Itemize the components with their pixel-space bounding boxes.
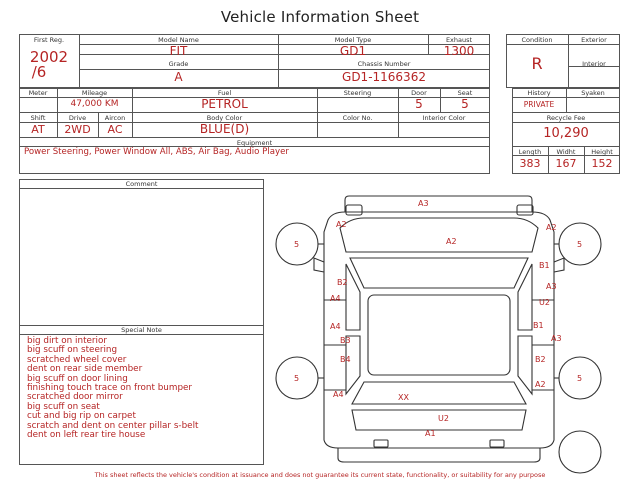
damage-mark: B1	[533, 321, 544, 330]
first-reg-year: 2002	[29, 48, 69, 66]
damage-mark: A3	[418, 199, 429, 208]
damage-mark: A3	[546, 282, 557, 291]
shift: AT	[31, 123, 45, 136]
roof-outline	[368, 295, 510, 375]
drive: 2WD	[64, 123, 91, 136]
history: PRIVATE	[523, 100, 555, 109]
list-item: big dirt on interior	[27, 336, 107, 346]
damage-mark: A4	[330, 294, 341, 303]
first-reg-label: First Reg.	[33, 36, 65, 44]
model-name: FIT	[169, 44, 188, 58]
body-color-label: Body Color	[206, 114, 243, 122]
equipment-value: Power Steering, Power Window All, ABS, Air Bag, Audio Player	[24, 147, 289, 157]
model-type: GD1	[339, 44, 367, 58]
meter-label: Meter	[28, 89, 48, 97]
model-name-label: Model Name	[158, 36, 199, 44]
length-label: Length	[518, 148, 542, 156]
rear-plate	[374, 440, 388, 447]
spare-tire	[559, 431, 601, 473]
fuel-label: Fuel	[217, 89, 232, 97]
rear-plate	[490, 440, 504, 447]
front-bumper-outline	[345, 196, 532, 212]
rear-bumper-outline	[338, 448, 540, 462]
mileage: 47,000 KM	[70, 99, 119, 109]
damage-mark: A2	[446, 237, 457, 246]
list-item: big scuff on seat	[27, 401, 100, 412]
damage-mark: XX	[398, 393, 409, 402]
damage-mark: B2	[535, 355, 546, 364]
exhaust-label: Exhaust	[445, 36, 473, 44]
damage-mark: A2	[535, 380, 546, 389]
seat-label: Seat	[457, 89, 473, 97]
list-item: scratched wheel cover	[27, 354, 127, 365]
color-no-label: Color No.	[342, 114, 373, 122]
damage-mark: B1	[539, 261, 550, 270]
grade-label: Grade	[168, 60, 189, 68]
damage-mark: 5	[294, 374, 300, 383]
mileage-label: Mileage	[81, 89, 108, 97]
height: 152	[591, 157, 613, 170]
condition-grade: R	[531, 54, 543, 73]
grade: A	[174, 70, 183, 84]
list-item: dent on left rear tire house	[27, 430, 146, 441]
recycle-fee: 10,290	[543, 126, 589, 141]
chassis-number: GD1-1166362	[342, 70, 426, 84]
length: 383	[519, 157, 541, 170]
damage-mark: U2	[438, 414, 449, 423]
sheet-title: Vehicle Information Sheet	[220, 8, 420, 26]
left-mirror	[314, 258, 324, 272]
interior-color-label: Interior Color	[422, 114, 466, 122]
damage-mark: A1	[425, 429, 436, 438]
door: 5	[415, 97, 423, 111]
damage-mark: 5	[294, 240, 300, 249]
list-item: scratch and dent on center pillar s-belt	[27, 420, 199, 431]
damage-mark: A4	[333, 390, 344, 399]
list-item: cut and big rip on carpet	[27, 411, 136, 422]
aircon: AC	[107, 123, 123, 136]
fuel: PETROL	[201, 97, 248, 111]
width: 167	[555, 157, 577, 170]
body-color: BLUE(D)	[199, 122, 250, 136]
comment-label: Comment	[125, 180, 158, 188]
windshield-outline	[350, 258, 528, 288]
height-label: Height	[591, 148, 613, 156]
damage-mark: A2	[336, 220, 347, 229]
front-plate	[346, 205, 362, 215]
condition-label: Condition	[521, 36, 553, 44]
list-item: scratched door mirror	[27, 392, 123, 403]
steering-label: Steering	[343, 89, 372, 97]
chassis-label: Chassis Number	[357, 60, 411, 68]
disclaimer-footer: This sheet reflects the vehicle's condition at issuance and does not guarantee its current state, functionality, or suitability for any purpose	[94, 471, 546, 479]
special-note-label: Special Note	[121, 326, 162, 334]
damage-mark: U2	[539, 298, 550, 307]
aircon-label: Aircon	[104, 114, 126, 122]
rear-window-outline	[352, 382, 526, 404]
right-rear-window	[518, 336, 532, 394]
first-reg-month: /6	[31, 63, 47, 81]
history-label: History	[527, 89, 551, 97]
door-label: Door	[411, 89, 427, 97]
damage-mark: A4	[330, 322, 341, 331]
list-item: dent on rear side member	[27, 364, 143, 375]
exterior-label: Exterior	[581, 36, 607, 44]
equipment-label: Equipment	[236, 138, 273, 147]
width-label: Widht	[556, 148, 576, 156]
shift-label: Shift	[30, 114, 46, 122]
damage-mark: B3	[340, 336, 351, 345]
damage-mark: A2	[546, 223, 557, 232]
drive-label: Drive	[68, 114, 87, 122]
damage-mark: 5	[577, 374, 583, 383]
hood-outline	[340, 218, 538, 252]
damage-mark: B4	[340, 355, 351, 364]
list-item: big scuff on door lining	[27, 373, 128, 384]
recycle-label: Recycle Fee	[546, 114, 586, 122]
right-mirror	[554, 258, 564, 272]
interior-label: Interior	[582, 60, 606, 68]
damage-mark: A3	[551, 334, 562, 343]
list-item: finishing touch trace on front bumper	[27, 383, 193, 394]
model-type-label: Model Type	[334, 36, 372, 44]
front-plate	[517, 205, 533, 215]
seat: 5	[461, 97, 469, 111]
list-item: big scuff on steering	[27, 345, 118, 356]
syaken-label: Syaken	[581, 89, 605, 97]
exhaust: 1300	[443, 44, 475, 58]
damage-mark: 5	[577, 240, 583, 249]
damage-mark: B2	[337, 278, 348, 287]
